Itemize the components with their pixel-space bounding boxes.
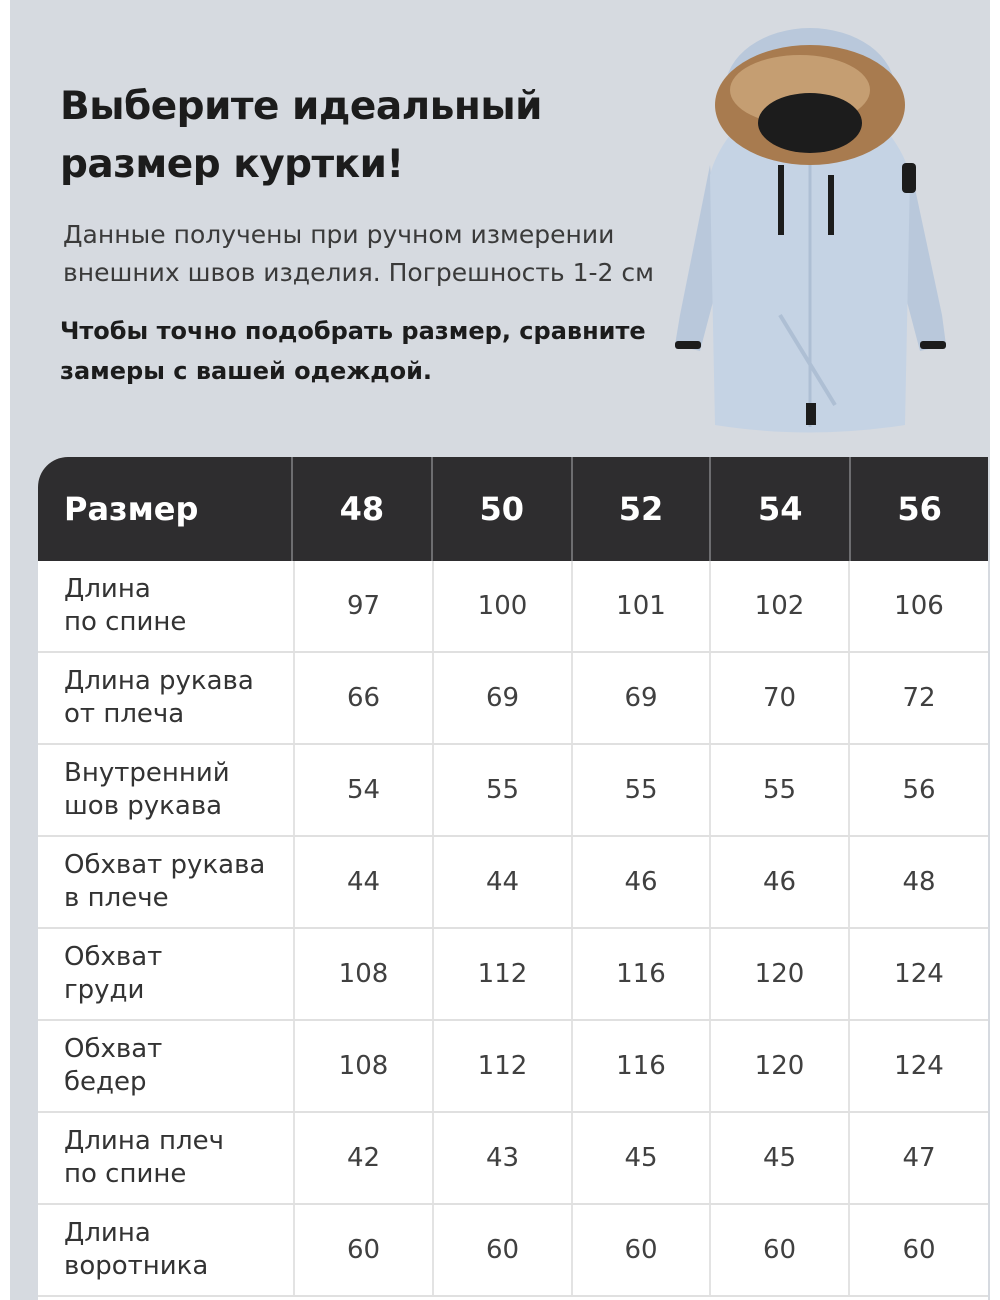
table-header xyxy=(38,457,988,561)
size-table xyxy=(38,457,988,1300)
table-cell: 55 xyxy=(711,745,850,835)
table-cell: 66 xyxy=(295,653,434,743)
table-cell: 69 xyxy=(573,653,711,743)
table-cell: 43 xyxy=(434,1113,573,1203)
table-row xyxy=(38,837,988,929)
table-row xyxy=(38,653,988,745)
table-cell: 112 xyxy=(434,1021,573,1111)
table-cell: 46 xyxy=(711,837,850,927)
table-cell: 60 xyxy=(711,1205,850,1295)
table-cell: 48 xyxy=(902,867,936,897)
table-cell: 44 xyxy=(434,837,573,927)
size-advice: Чтобы точно подобрать размер, сравните замеры с вашей одеждой. xyxy=(60,317,646,385)
header-size-50: 50 xyxy=(433,457,573,561)
table-cell: 42 xyxy=(295,1113,434,1203)
table-cell: 97 xyxy=(295,561,434,651)
table-cell: 108 xyxy=(295,929,434,1019)
table-row xyxy=(38,745,988,837)
table-cell: 54 xyxy=(295,745,434,835)
table-cell: 60 xyxy=(434,1205,573,1295)
table-cell: 120 xyxy=(711,929,850,1019)
table-cell: 100 xyxy=(434,561,573,651)
table-cell: 60 xyxy=(902,1235,936,1265)
header-size-54: 54 xyxy=(711,457,851,561)
table-cell: 44 xyxy=(295,837,434,927)
table-cell: 116 xyxy=(573,929,711,1019)
table-cell: 124 xyxy=(894,959,944,989)
table-cell: 106 xyxy=(894,591,944,621)
table-cell: 60 xyxy=(573,1205,711,1295)
row-label: Длина рукава от плеча xyxy=(38,653,295,743)
row-label: Длина воротника xyxy=(38,1205,295,1295)
table-cell: 72 xyxy=(902,683,936,713)
row-label: Обхват груди xyxy=(38,929,295,1019)
table-cell: 60 xyxy=(295,1205,434,1295)
row-label: Обхват бедер xyxy=(38,1021,295,1111)
table-cell: 120 xyxy=(711,1021,850,1111)
table-cell: 108 xyxy=(295,1021,434,1111)
table-cell: 55 xyxy=(573,745,711,835)
table-row xyxy=(38,1021,988,1113)
measurement-note: Данные получены при ручном измерении внешних швов изделия. Погрешность 1-2 см xyxy=(63,220,654,287)
row-label: Длина по спине xyxy=(38,561,295,651)
row-label: Внутренний шов рукава xyxy=(38,745,295,835)
table-cell: 116 xyxy=(573,1021,711,1111)
header-size-label: Размер xyxy=(38,457,293,561)
row-label: Обхват рукава в плече xyxy=(38,837,295,927)
table-cell: 47 xyxy=(902,1143,936,1173)
table-cell: 102 xyxy=(711,561,850,651)
header-size-48: 48 xyxy=(293,457,433,561)
header-size-56: 56 xyxy=(897,490,942,528)
table-cell: 124 xyxy=(894,1051,944,1081)
row-label: Длина плеч по спине xyxy=(38,1113,295,1203)
table-cell: 46 xyxy=(573,837,711,927)
page-title: Выберите идеальный размер куртки! xyxy=(60,84,542,187)
table-cell: 45 xyxy=(573,1113,711,1203)
table-cell: 55 xyxy=(434,745,573,835)
jacket-icon xyxy=(660,15,960,445)
table-cell: 112 xyxy=(434,929,573,1019)
table-row xyxy=(38,1205,988,1297)
table-row xyxy=(38,561,988,653)
table-cell: 56 xyxy=(902,775,936,805)
header-size-52: 52 xyxy=(573,457,712,561)
table-row xyxy=(38,929,988,1021)
table-cell: 101 xyxy=(573,561,711,651)
table-row xyxy=(38,1113,988,1205)
table-cell: 70 xyxy=(711,653,850,743)
table-cell: 69 xyxy=(434,653,573,743)
table-cell: 45 xyxy=(711,1113,850,1203)
